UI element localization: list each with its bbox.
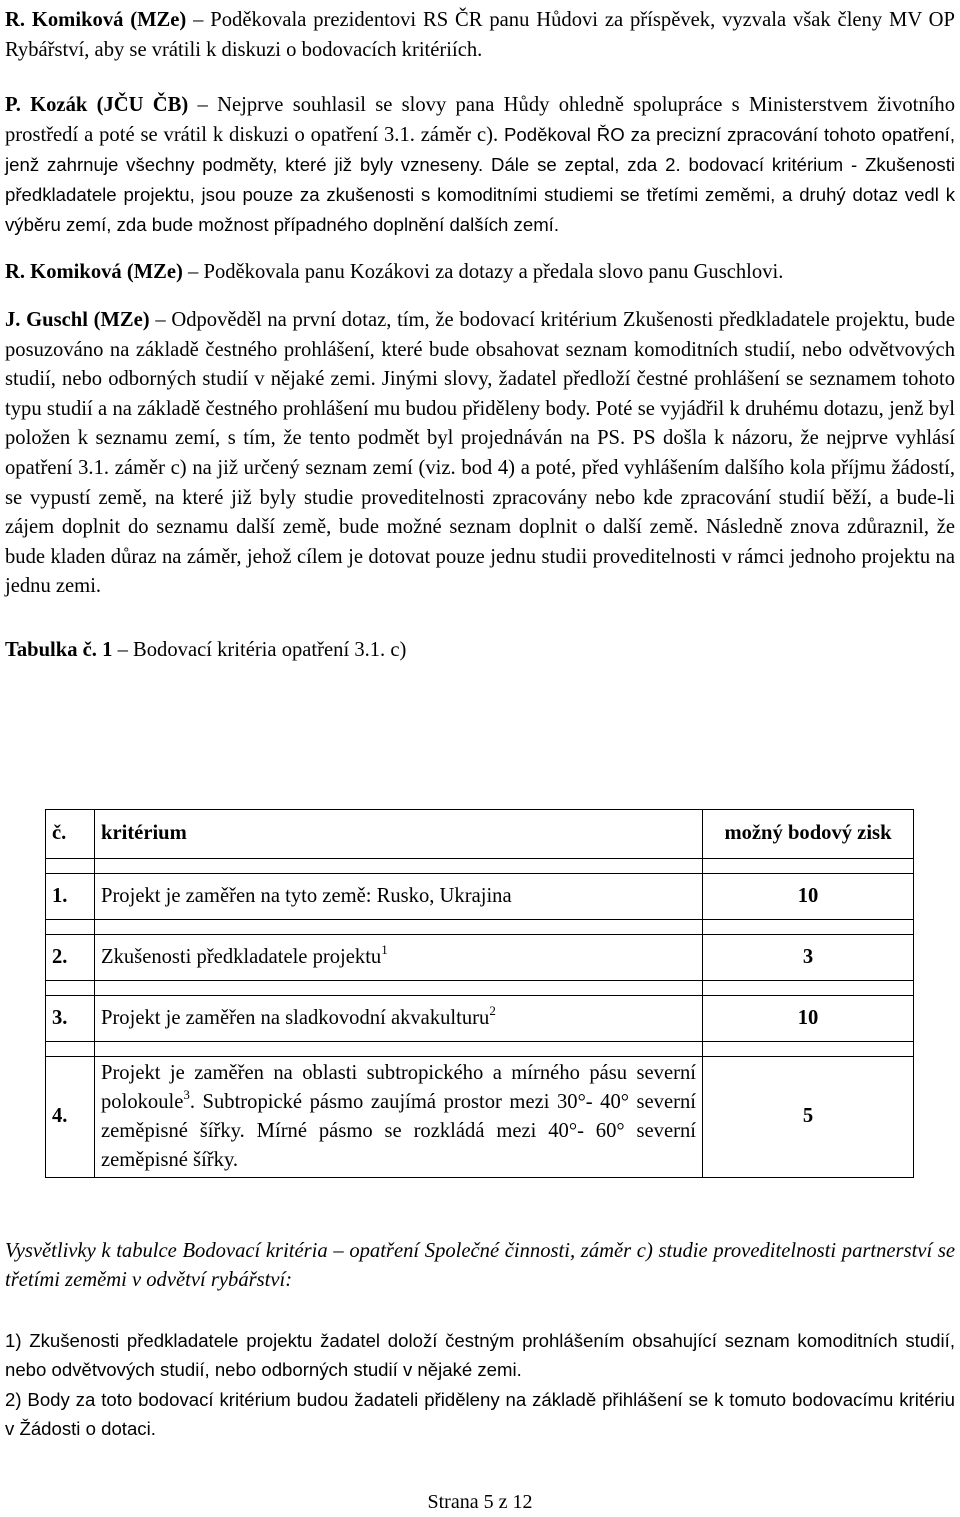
row-criterion-text: Projekt je zaměřen na oblasti subtropického a mírného pásu severní polokoule	[101, 1062, 696, 1113]
row-number: 1.	[46, 874, 95, 920]
paragraph-text-sans: Poděkoval ŘO za precizní zpracování tohoto opatření, jenž zahrnuje všechny podměty, které již byly vzneseny. Dále se zeptal, zda 2. bodovací kritérium - Zkušenosti předkladatele projektu, jsou pouze za zkušenosti s komoditními studiemi se třetími zeměmi, a druhý dotaz vedl k výběru zemí, zda bude možnost případného doplnění dalších zemí.	[5, 124, 955, 235]
table-row	[46, 1057, 914, 1178]
row-number: 2.	[46, 935, 95, 981]
table-row	[46, 935, 914, 981]
footnote-marker: 3	[183, 1087, 190, 1102]
table-caption-dash: –	[117, 638, 128, 661]
row-points: 10	[703, 996, 914, 1042]
paragraph-guschl: J. Guschl (MZe) – Odpověděl na první dotaz, tím, že bodovací kritérium Zkušenosti předkladatele projektu, bude posuzováno na základě čestného prohlášení, které bude obsahovat seznam komoditních studií, nebo odvětvových studií, nebo odborných studií v nějaké zemi. Jinými slovy, žadatel předloží čestné prohlášení se seznamem tohoto typu studií a na základě čestného prohlášení mu budou přiděleny body. Poté se vyjádřil k druhému dotazu, jenž byl položen k seznamu zemí, s tím, že tento podmět byl projednáván na PS. PS došla k názoru, že nejprve vyhlásí opatření 3.1. záměr c) na již určený seznam zemí (viz. bod 4) a poté, před vyhlášením dalšího kola příjmu žádostí, se vypustí země, na které již byly studie proveditelnosti zpracovány nebo kde zpracování studií běží, a bude-li zájem doplnit do seznamu další země, bude možné seznam doplnit o další země. Následně znova zdůraznil, že bude kladen důraz na záměr, jehož cílem je dotovat pouze jednu studii proveditelnosti v rámci jednoho projektu na jednu zemi.	[5, 309, 955, 598]
row-criterion	[95, 874, 703, 920]
document-body	[5, 5, 955, 665]
criteria-table	[45, 809, 914, 1178]
footnote-marker: 2	[489, 1002, 496, 1018]
table-spacer	[46, 859, 914, 874]
row-points: 3	[703, 935, 914, 981]
footnote-item: 1) Zkušenosti předkladatele projektu žadatel doloží čestným prohlášením obsahující seznam komoditních studií, nebo odvětvových studií, nebo odborných studií v nějaké zemi.	[5, 1330, 955, 1381]
header-criterion: kritérium	[95, 810, 703, 859]
footnote-item: 2) Body za toto bodovací kritérium budou žadateli přiděleny na základě přihlášení se k tomuto bodovacímu kritériu v Žádosti o dotaci.	[5, 1388, 955, 1439]
table-legend: Vysvětlivky k tabulce Bodovací kritéria – opatření Společné činnosti, záměr c) studie proveditelnosti partnerství se třetími zeměmi v odvětví rybářství:	[5, 1240, 955, 1292]
paragraph-text: Poděkovala prezidentovi RS ČR panu Hůdovi za příspěvek, vyzvala však členy MV OP Rybářství, aby se vrátili k diskuzi o bodovacích kritériích.	[5, 9, 955, 61]
paragraph-komikova-1: R. Komiková (MZe) – Poděkovala prezidentovi RS ČR panu Hůdovi za příspěvek, vyzvala však členy MV OP Rybářství, aby se vrátili k diskuzi o bodovacích kritériích.	[5, 9, 955, 61]
paragraph-komikova-2: R. Komiková (MZe) – Poděkovala panu Kozákovi za dotazy a předala slovo panu Guschlovi.	[5, 261, 784, 283]
speaker-name: J. Guschl (MZe)	[5, 309, 150, 331]
header-points: možný bodový zisk	[703, 810, 914, 859]
row-criterion-text: Projekt je zaměřen na tyto země: Rusko, Ukrajina	[101, 884, 512, 907]
footnotes	[5, 1326, 955, 1443]
table-caption-title: Bodovací kritéria opatření 3.1. c)	[133, 638, 407, 661]
row-points: 5	[703, 1057, 914, 1178]
speaker-name: R. Komiková (MZe)	[5, 9, 187, 31]
table-spacer	[46, 981, 914, 996]
row-criterion	[95, 935, 703, 981]
row-number: 4.	[46, 1057, 95, 1178]
row-points: 10	[703, 874, 914, 920]
table-spacer	[46, 920, 914, 935]
paragraph-text: Nejprve souhlasil se slovy pana Hůdy ohledně spolupráce s Ministerstvem životního prostředí a poté se vrátil k diskuzi o opatření 3.1. záměr c).	[5, 94, 955, 146]
row-number: 3.	[46, 996, 95, 1042]
row-criterion-text-rest: . Subtropické pásmo zaujímá prostor mezi 30°- 40° severní zeměpisné šířky. Mírné pásmo se rozkládá mezi 40°- 60° severní zeměpisné šířky.	[101, 1091, 696, 1171]
header-number: č.	[46, 810, 95, 859]
speaker-name: R. Komiková (MZe)	[5, 261, 183, 283]
footnote-marker: 1	[381, 941, 388, 957]
row-criterion-text: Zkušenosti předkladatele projektu	[101, 945, 382, 968]
table-row	[46, 874, 914, 920]
row-criterion-text: Projekt je zaměřen na sladkovodní akvakulturu	[101, 1006, 490, 1029]
speaker-name: P. Kozák (JČU ČB)	[5, 94, 189, 116]
table-spacer	[46, 1042, 914, 1057]
table-caption-label: Tabulka č. 1	[5, 638, 113, 661]
paragraph-kozak: P. Kozák (JČU ČB) – Nejprve souhlasil se slovy pana Hůdy ohledně spolupráce s Ministerstvem životního prostředí a poté se vrátil k diskuzi o opatření 3.1. záměr c). Poděkoval ŘO za precizní zpracování tohoto opatření, jenž zahrnuje všechny podměty, které již byly vzneseny. Dále se zeptal, zda 2. bodovací kritérium - Zkušenosti předkladatele projektu, jsou pouze za zkušenosti s komoditními studiemi se třetími zeměmi, a druhý dotaz vedl k výběru zemí, zda bude možnost případného doplnění dalších zemí.	[5, 94, 955, 235]
page-number: Strana 5 z 12	[427, 1491, 533, 1513]
table-row	[46, 996, 914, 1042]
row-criterion	[95, 1057, 703, 1178]
paragraph-text: Poděkovala panu Kozákovi za dotazy a předala slovo panu Guschlovi.	[203, 261, 784, 283]
paragraph-text: Odpověděl na první dotaz, tím, že bodovací kritérium Zkušenosti předkladatele projektu, bude posuzováno na základě čestného prohlášení, které bude obsahovat seznam komoditních studií, nebo odvětvových studií, nebo odborných studií v nějaké zemi. Jinými slovy, žadatel předloží čestné prohlášení se seznamem tohoto typu studií a na základě čestného prohlášení mu budou přiděleny body. Poté se vyjádřil k druhému dotazu, jenž byl položen k seznamu zemí, s tím, že tento podmět byl projednáván na PS. PS došla k názoru, že nejprve vyhlásí opatření 3.1. záměr c) na již určený seznam zemí (viz. bod 4) a poté, před vyhlášením dalšího kola příjmu žádostí, se vypustí země, na které již byly studie proveditelnosti zpracovány nebo kde zpracování studií běží, a bude-li zájem doplnit do seznamu další země, bude možné seznam doplnit o další země. Následně znova zdůraznil, že bude kladen důraz na záměr, jehož cílem je dotovat pouze jednu studii proveditelnosti v rámci jednoho projektu na jednu zemi.	[5, 309, 955, 598]
row-criterion	[95, 996, 703, 1042]
table-caption	[5, 636, 955, 665]
table-header-row	[46, 810, 914, 859]
